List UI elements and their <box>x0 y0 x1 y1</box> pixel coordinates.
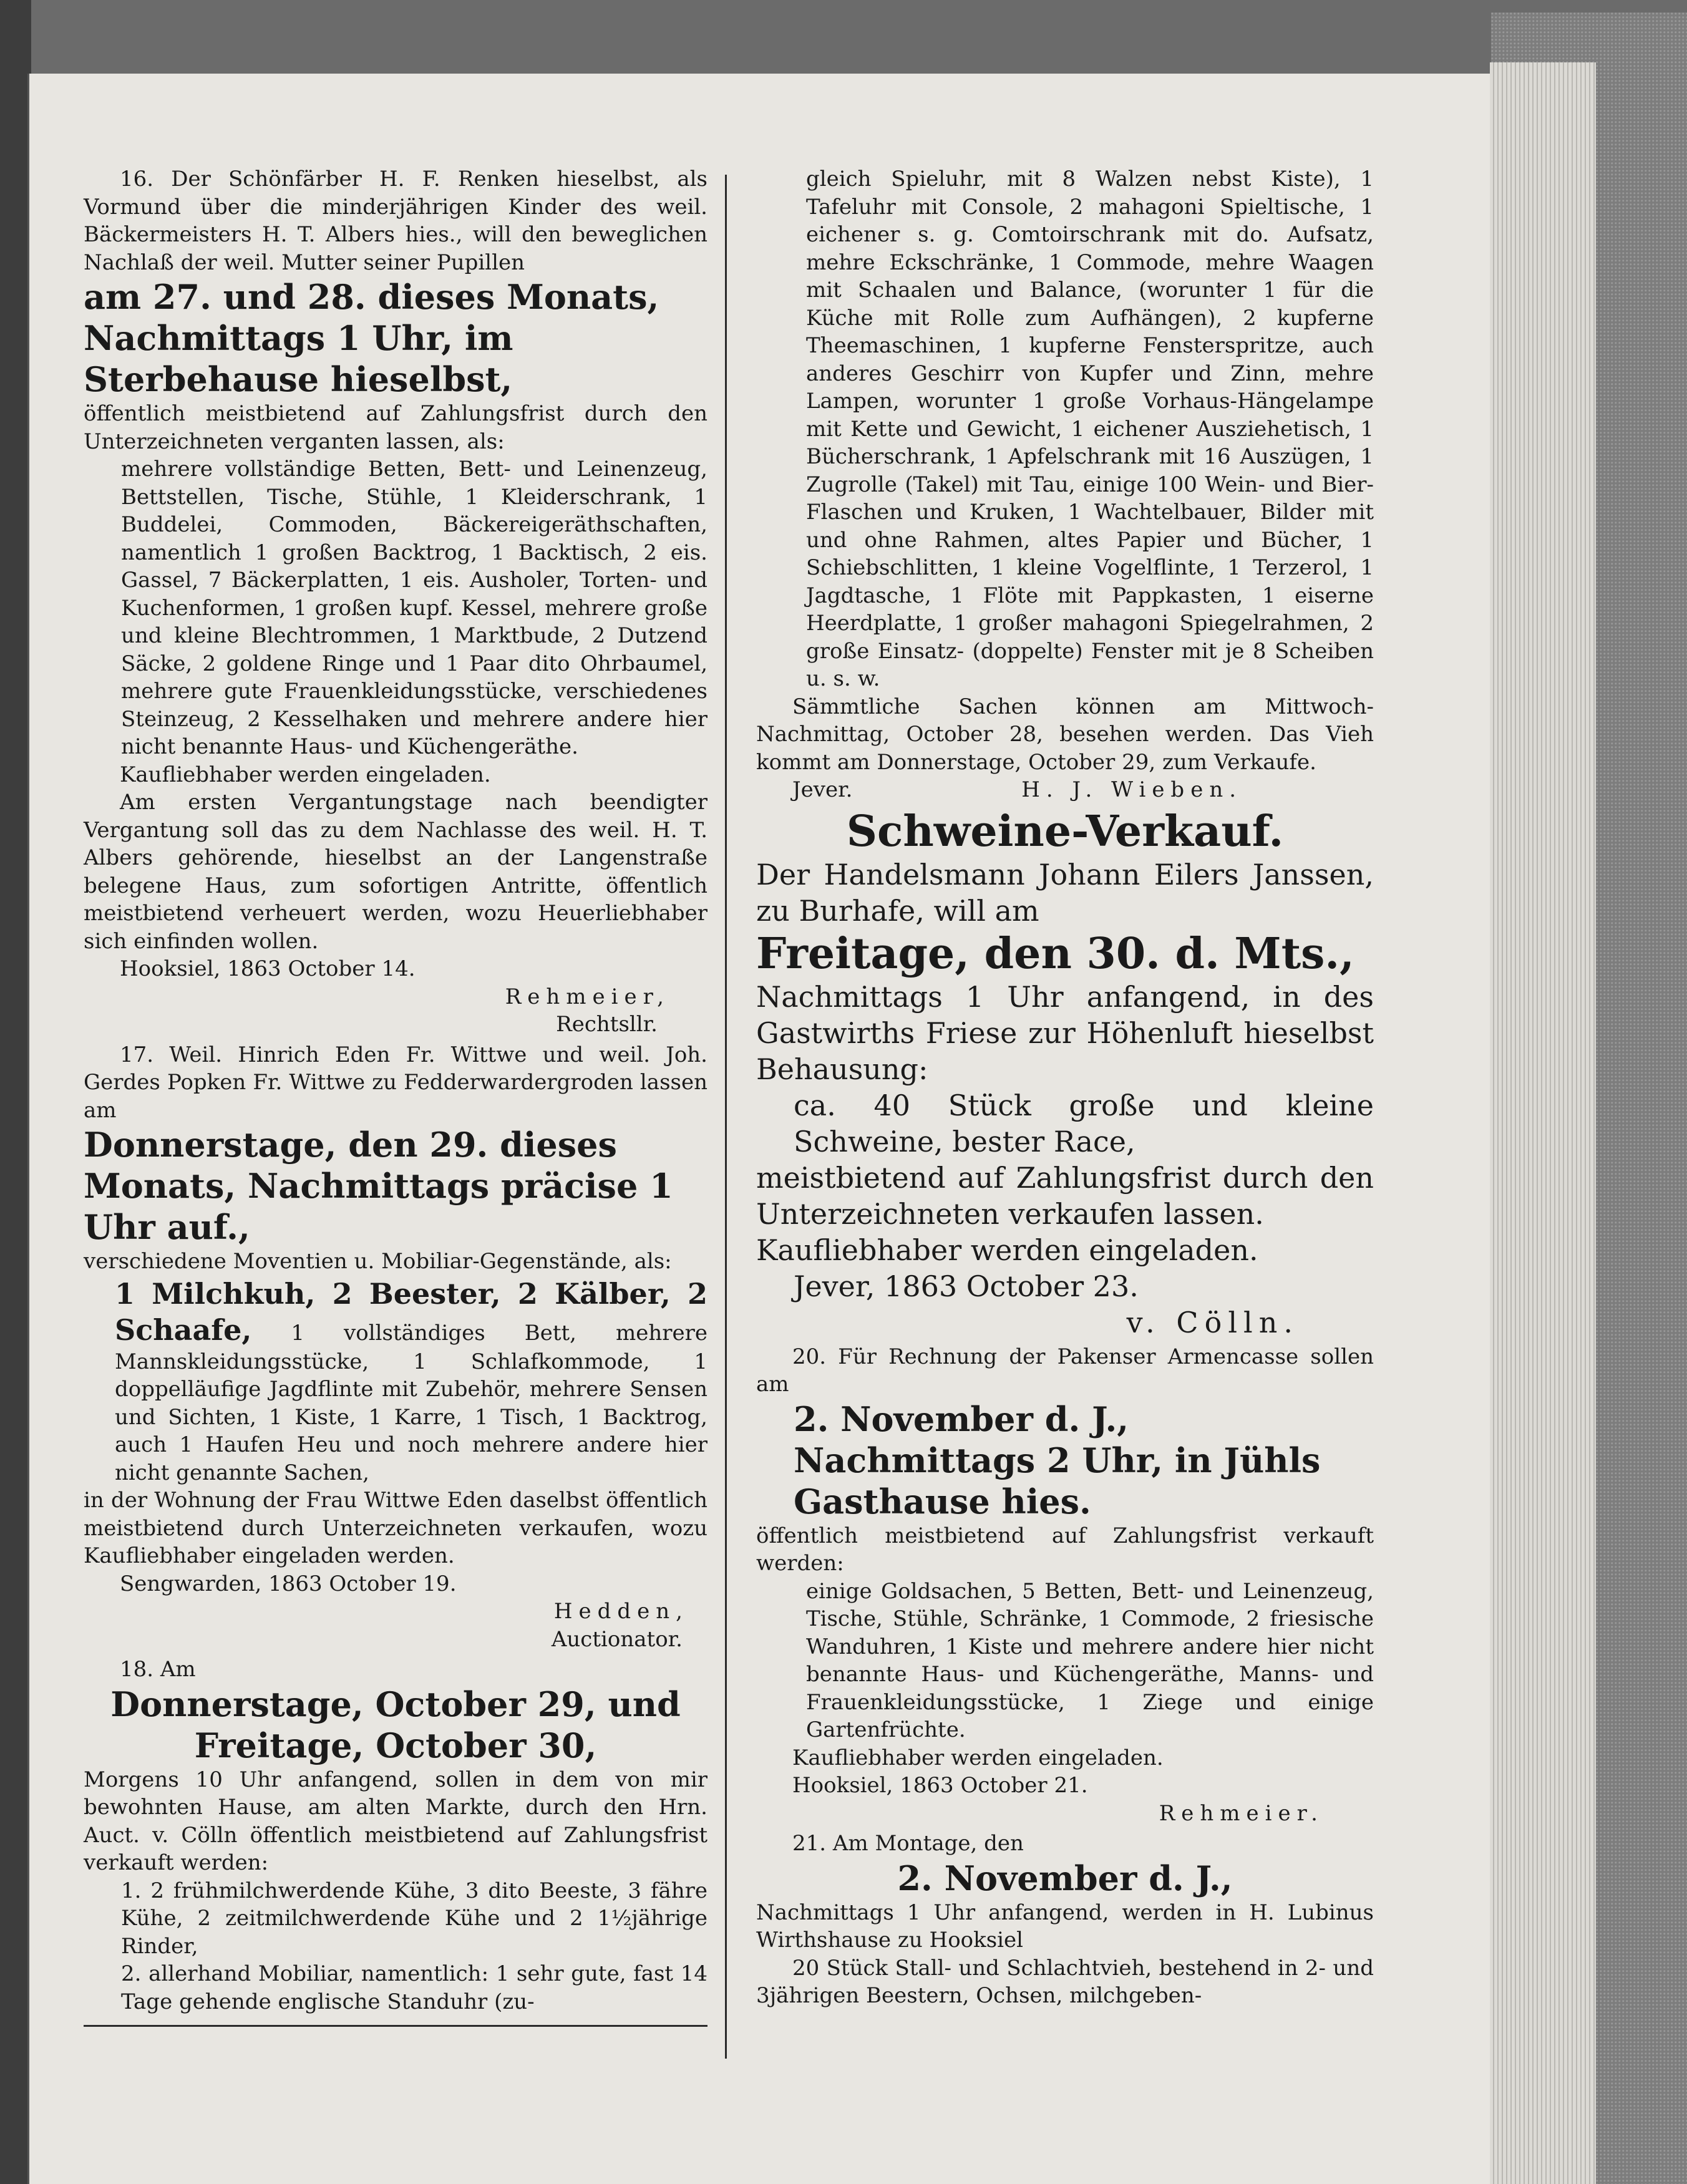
page-edges <box>1490 62 1596 2184</box>
ad21-text: Nachmittags 1 Uhr anfangend, werden in H. Lubinus Wirthshause zu Hooksiel <box>756 1900 1374 1953</box>
bottom-rule <box>84 2025 707 2027</box>
ad18-text: Morgens 10 Uhr anfangend, sollen in dem von mir bewohnten Hause, am alten Markte, durch den Hrn. Auct. v. Cölln öffentlich meistbietend auf Zahlungsfrist verkauft werden: <box>84 1767 707 1875</box>
ad20-buyers: Kaufliebhaber werden eingeladen. <box>792 1745 1164 1770</box>
ad17-text: verschiedene Moventien u. Mobiliar-Gegenstände, als: <box>84 1249 672 1274</box>
ad16-extra: Am ersten Vergantungstage nach beendigter Vergantung soll das zu dem Nachlasse des weil. H. T. Albers gehörende, hieselbst an der Langenstraße belegene Haus, zum sofortigen Antritte, öffentlich meistbietend verheuert werden, wozu Heuerliebhaber sich einfinden wollen. <box>84 790 707 954</box>
ad20-date: 2. November d. J., Nachmittags 2 Uhr, in Jühls Gasthause hies. <box>794 1399 1321 1522</box>
ad-19 <box>756 807 1374 1341</box>
ad20-items: einige Goldsachen, 5 Betten, Bett- und Leinenzeug, Tische, Stühle, Schränke, 1 Commode, 2 friesische Wanduhren, 1 Kiste und mehrere andere hier nicht benannte Haus- und Küchengeräthe, Manns- und Frauenkleidungsstücke, 1 Ziege und einige Gartenfrüchte. <box>806 1578 1374 1742</box>
ad18-cont-signer: H. J. Wieben. <box>1021 777 1243 802</box>
ad16-intro: 16. Der Schönfärber H. F. Renken hieselbst, als Vormund über die minderjährigen Kinder des weil. Bäckermeisters H. T. Albers hies., will den beweglichen Nachlaß der weil. Mutter seiner Pupillen <box>84 167 707 275</box>
ad19-signer: v. Cölln. <box>1126 1305 1299 1339</box>
ad17-location: in der Wohnung der Frau Wittwe Eden daselbst öffentlich meistbietend durch Unterzeichneten verkaufen, wozu Kaufliebhaber eingeladen werden. <box>84 1488 707 1568</box>
ad17-intro: 17. Weil. Hinrich Eden Fr. Wittwe und weil. Joh. Gerdes Popken Fr. Wittwe zu Fedderwardergroden lassen am <box>84 1042 707 1123</box>
ad19-place-date: Jever, 1863 October 23. <box>794 1269 1139 1303</box>
ad17-signer-title: Auctionator. <box>551 1626 683 1652</box>
ad-20 <box>756 1343 1374 1828</box>
ad16-signer: Rehmeier, <box>505 984 670 1009</box>
ad16-buyers: Kaufliebhaber werden eingeladen. <box>120 762 491 787</box>
ad16-items: mehrere vollständige Betten, Bett- und Leinenzeug, Bettstellen, Tische, Stühle, 1 Kleiderschrank, 1 Buddelei, Commoden, Bäckereigeräthschaften, namentlich 1 großen Backtrog, 1 Backtisch, 2 eis. Gassel, 7 Bäckerplatten, 1 eis. Ausholer, Torten- und Kuchenformen, 1 großen kupf. Kessel, mehrere große und kleine Blechtrommen, 1 Marktbude, 2 Dutzend Säcke, 2 goldene Ringe und 1 Paar dito Ohrbaumel, mehrere gute Frauenkleidungsstücke, verschiedenes Steinzeug, 2 Kesselhaken und mehrere andere hier nicht benannte Haus- und Küchengeräthe. <box>121 457 707 759</box>
ad-16 <box>84 165 707 1039</box>
ad21-date: 2. November d. J., <box>897 1858 1233 1898</box>
ad-18 <box>84 1656 707 2016</box>
ad17-signer: Hedden, <box>553 1599 689 1624</box>
ad17-date: Donnerstage, den 29. dieses Monats, Nachmittags präcise 1 Uhr auf., <box>84 1125 673 1247</box>
ad18-intro: 18. Am <box>120 1657 196 1682</box>
ad21-items: 20 Stück Stall- und Schlachtvieh, bestehend in 2- und 3jährigen Beestern, Ochsen, milchgeben- <box>756 1955 1374 2008</box>
ad17-place-date: Sengwarden, 1863 October 19. <box>120 1571 457 1596</box>
ad19-headline: Schweine-Verkauf. <box>846 806 1284 857</box>
ad-17 <box>84 1041 707 1654</box>
ad-21 <box>756 1830 1374 2010</box>
ad19-sale: meistbietend auf Zahlungsfrist durch den Unterzeichneten verkaufen lassen. <box>756 1160 1374 1231</box>
ad17-items-head: 1 Milchkuh, 2 Beester, 2 Kälber, 2 Schaafe, <box>115 1276 707 1347</box>
scan-left-border <box>0 0 31 2184</box>
ad16-signer-title: Rechtsllr. <box>556 1012 658 1037</box>
ad20-place-date: Hooksiel, 1863 October 21. <box>792 1773 1088 1798</box>
left-column <box>84 165 707 2016</box>
ad20-signer: Rehmeier. <box>1159 1800 1324 1826</box>
ad18-item2: 2. allerhand Mobiliar, namentlich: 1 sehr gute, fast 14 Tage gehende englische Standuhr (zu- <box>121 1961 707 2014</box>
ad21-intro: 21. Am Montage, den <box>792 1831 1024 1856</box>
ad18-item1: 1. 2 frühmilchwerdende Kühe, 3 dito Beeste, 3 fähre Kühe, 2 zeitmilchwerdende Kühe und 2 1½jährige Rinder, <box>121 1878 707 1959</box>
ad16-date: am 27. und 28. dieses Monats, Nachmittags 1 Uhr, im Sterbehause hieselbst, <box>84 277 659 399</box>
ad19-items: ca. 40 Stück große und kleine Schweine, bester Race, <box>794 1088 1374 1158</box>
ad19-buyers: Kaufliebhaber werden eingeladen. <box>756 1233 1258 1267</box>
ad16-text: öffentlich meistbietend auf Zahlungsfrist durch den Unterzeichneten verganten lassen, als: <box>84 401 707 454</box>
ad18-cont-place: Jever. <box>792 777 853 802</box>
ad18-cont-viewing: Sämmtliche Sachen können am Mittwoch-Nachmittag, October 28, besehen werden. Das Vieh kommt am Donnerstage, October 29, zum Verkaufe. <box>756 694 1374 775</box>
ad17-items: 1 vollständiges Bett, mehrere Mannskleidungsstücke, 1 Schlafkommode, 1 doppelläufige Jagdflinte mit Zubehör, mehrere Sensen und Sichten, 1 Kiste, 1 Karre, 1 Tisch, 1 Backtrog, auch 1 Haufen Heu und noch mehrere andere hier nicht genannte Sachen, <box>115 1320 708 1485</box>
column-divider <box>725 175 727 2059</box>
ad18-date: Donnerstage, October 29, und Freitage, October 30, <box>110 1684 681 1765</box>
ad19-date: Freitage, den 30. d. Mts., <box>756 928 1354 979</box>
ad20-intro: 20. Für Rechnung der Pakenser Armencasse sollen am <box>756 1344 1374 1397</box>
ad19-text: Nachmittags 1 Uhr anfangend, in des Gastwirths Friese zur Höhenluft hieselbst Behausung: <box>756 979 1374 1086</box>
ad-18-continued <box>756 165 1374 804</box>
ad19-intro: Der Handelsmann Johann Eilers Janssen, zu Burhafe, will am <box>756 857 1374 928</box>
ad20-text: öffentlich meistbietend auf Zahlungsfrist verkauft werden: <box>756 1523 1374 1576</box>
right-column <box>756 165 1374 2010</box>
ad18-cont-items: gleich Spieluhr, mit 8 Walzen nebst Kiste), 1 Tafeluhr mit Console, 2 mahagoni Spieltische, 1 eichener s. g. Comtoirschrank mit do. Aufsatz, mehre Eckschränke, 1 Commode, mehre Waagen mit Schaalen und Balance, (worunter 1 für die Küche mit Rolle zum Aufhängen), 2 kupferne Theemaschinen, 1 kupferne Fensterspritze, auch anderes Geschirr von Kupfer und Zinn, mehre Lampen, worunter 1 große Vorhaus-Hängelampe mit Kette und Gewicht, 1 eichener Ausziehetisch, 1 Bücherschrank, 1 Apfelschrank mit 16 Auszügen, 1 Zugrolle (Takel) mit Tau, einige 100 Wein- und Bier-Flaschen und Kruken, 1 Wachtelbauer, Bilder mit und ohne Rahmen, altes Papier und Bücher, 1 Schiebschlitten, 1 kleine Vogelflinte, 1 Terzerol, 1 Jagdtasche, 1 Flöte mit Pappkasten, 1 eiserne Heerdplatte, 1 großer mahagoni Spiegelrahmen, 2 große Einsatz- (doppelte) Fenster mit je 8 Scheiben u. s. w. <box>806 167 1374 691</box>
ad16-place-date: Hooksiel, 1863 October 14. <box>120 956 416 981</box>
